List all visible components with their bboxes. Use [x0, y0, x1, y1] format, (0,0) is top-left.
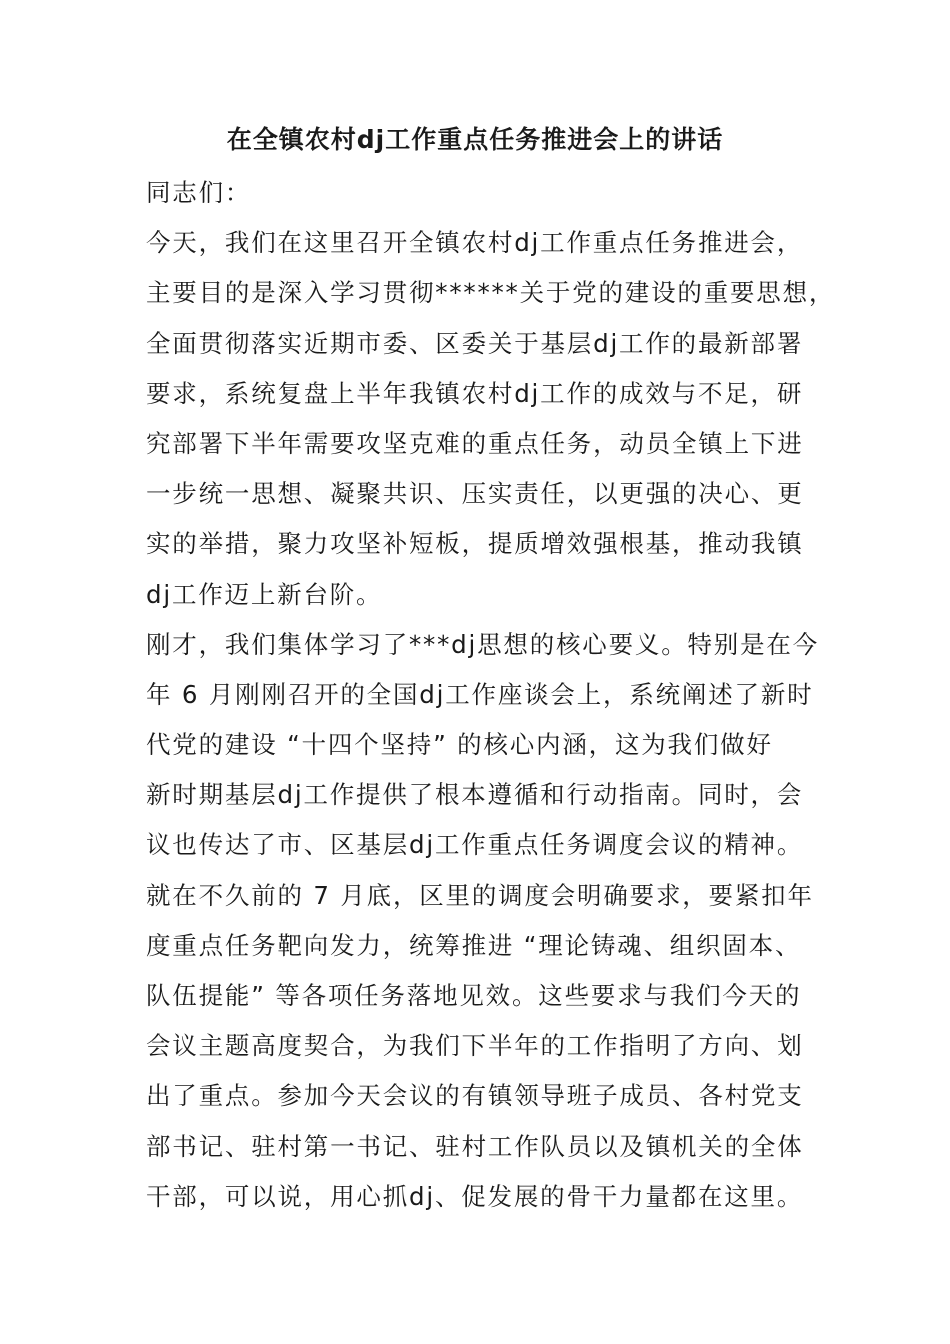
text-line: 要求，系统复盘上半年我镇农村dj工作的成效与不足，研	[146, 378, 804, 408]
text-line: 代党的建设 “十四个坚持” 的核心内涵，这为我们做好	[146, 730, 773, 760]
text-line: 出了重点。参加今天会议的有镇领导班子成员、各村党支	[146, 1081, 804, 1111]
text-line: 今天，我们在这里召开全镇农村dj工作重点任务推进会，	[146, 228, 804, 258]
text-line: 究部署下半年需要攻坚克难的重点任务，动员全镇上下进	[146, 428, 804, 458]
text-line: 新时期基层dj工作提供了根本遵循和行动指南。同时，会	[146, 780, 804, 810]
text-line: 会议主题高度契合，为我们下半年的工作指明了方向、划	[146, 1031, 804, 1061]
text-line: 部书记、驻村第一书记、驻村工作队员以及镇机关的全体	[146, 1131, 804, 1161]
text-line: 度重点任务靶向发力，统筹推进 “理论铸魂、组织固本、	[146, 930, 802, 960]
text-line: 就在不久前的 7 月底，区里的调度会明确要求，要紧扣年	[146, 880, 814, 910]
salutation-line: 同志们：	[146, 178, 252, 207]
text-line: dj工作迈上新台阶。	[146, 579, 383, 609]
text-line: 一步统一思想、凝聚共识、压实责任，以更强的决心、更	[146, 479, 804, 509]
text-line: 年 6 月刚刚召开的全国dj工作座谈会上，系统阐述了新时	[146, 679, 814, 709]
text-line: 刚才，我们集体学习了***dj思想的核心要义。特别是在今	[146, 629, 820, 659]
text-line: 干部，可以说，用心抓dj、促发展的骨干力量都在这里。	[146, 1181, 804, 1211]
text-line: 议也传达了市、区基层dj工作重点任务调度会议的精神。	[146, 830, 804, 860]
document-title: 在全镇农村dj工作重点任务推进会上的讲话	[226, 125, 724, 154]
text-line: 队伍提能” 等各项任务落地见效。这些要求与我们今天的	[146, 981, 802, 1010]
text-line: 全面贯彻落实近期市委、区委关于基层dj工作的最新部署	[146, 328, 804, 358]
document-body	[146, 168, 846, 1222]
text-line: 实的举措，聚力攻坚补短板，提质增效强根基，推动我镇	[146, 529, 804, 559]
text-line: 主要目的是深入学习贯彻******关于党的建设的重要思想，	[146, 278, 836, 308]
